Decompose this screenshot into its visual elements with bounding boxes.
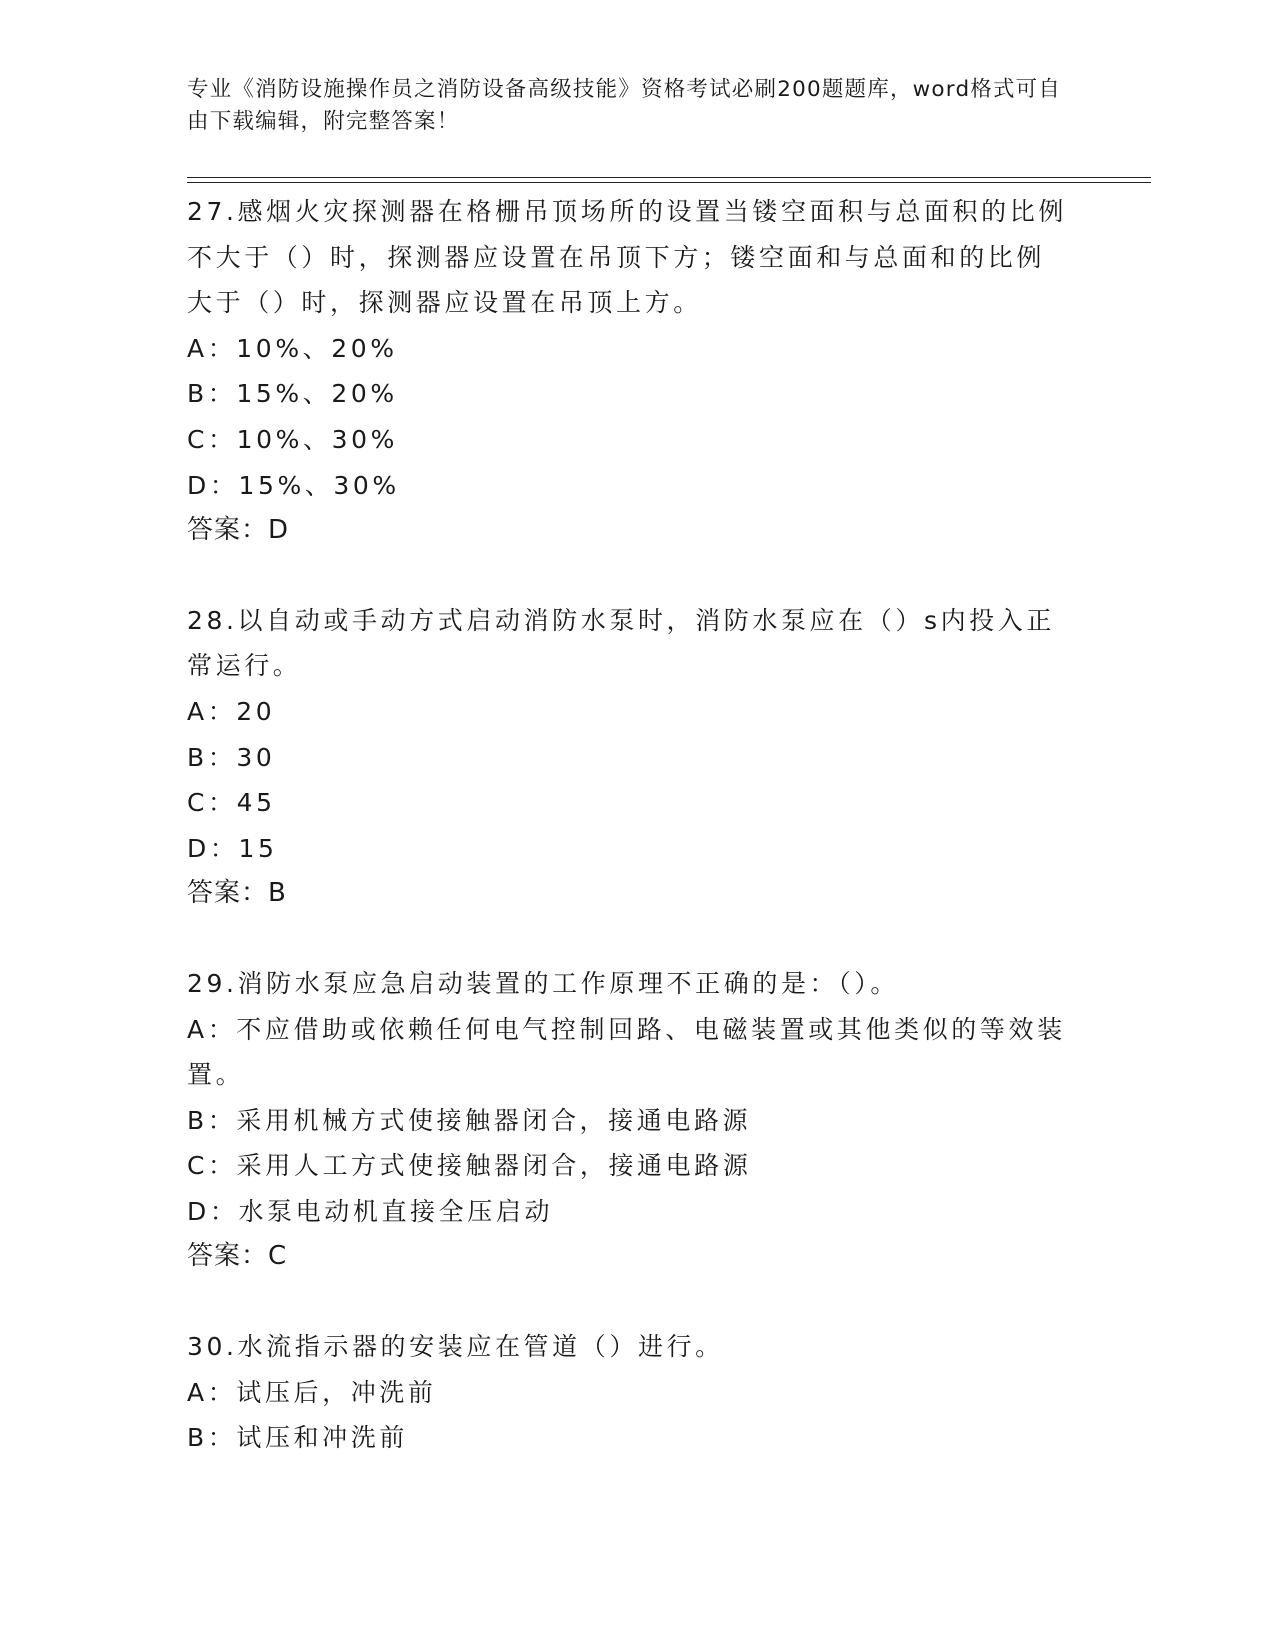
option-a: A：10%、20% bbox=[187, 333, 398, 363]
option-a: A：试压后，冲洗前 bbox=[187, 1377, 437, 1407]
option-a: A：20 bbox=[187, 696, 276, 726]
question-stem: 27.感烟火灾探测器在格栅吊顶场所的设置当镂空面积与总面积的比例 bbox=[187, 197, 1067, 226]
answer-line: 答案：B bbox=[187, 878, 287, 909]
option-d: D：15 bbox=[187, 833, 278, 863]
option-d: D：水泵电动机直接全压启动 bbox=[187, 1196, 554, 1226]
option-c: C：采用人工方式使接触器闭合，接通电路源 bbox=[187, 1151, 752, 1181]
header-divider-top bbox=[187, 177, 1151, 178]
option-b: B：采用机械方式使接触器闭合，接通电路源 bbox=[187, 1105, 752, 1135]
question-stem: 30.水流指示器的安装应在管道（）进行。 bbox=[187, 1332, 724, 1362]
question-stem: 不大于（）时，探测器应设置在吊顶下方；镂空面和与总面和的比例 bbox=[187, 242, 1046, 272]
question-stem: 29.消防水泵应急启动装置的工作原理不正确的是：（）。 bbox=[187, 968, 899, 998]
question-29 bbox=[187, 961, 1077, 1280]
question-list bbox=[187, 189, 1077, 1461]
answer-line: 答案：C bbox=[187, 1241, 288, 1272]
option-b: B：30 bbox=[187, 742, 276, 772]
option-d: D：15%、30% bbox=[187, 470, 400, 500]
question-28 bbox=[187, 598, 1077, 917]
option-b: B：试压和冲洗前 bbox=[187, 1423, 408, 1453]
answer-line: 答案：D bbox=[187, 515, 290, 546]
question-stem: 大于（）时，探测器应设置在吊顶上方。 bbox=[187, 288, 702, 318]
option-a-continued: 置。 bbox=[187, 1060, 245, 1090]
option-a: A：不应借助或依赖任何电气控制回路、电磁装置或其他类似的等效装 bbox=[187, 1014, 1066, 1044]
option-c: C：10%、30% bbox=[187, 424, 398, 454]
question-stem: 常运行。 bbox=[187, 651, 302, 681]
header-divider-bottom bbox=[187, 182, 1151, 183]
question-stem: 28.以自动或手动方式启动消防水泵时，消防水泵应在（）s内投入正 bbox=[187, 605, 1055, 635]
question-30 bbox=[187, 1324, 1077, 1461]
document-header: 专业《消防设施操作员之消防设备高级技能》资格考试必刷200题题库，word格式可自由下载编辑，附完整答案！ bbox=[187, 77, 1062, 134]
question-27 bbox=[187, 189, 1077, 554]
option-b: B：15%、20% bbox=[187, 379, 398, 409]
option-c: C：45 bbox=[187, 788, 276, 818]
